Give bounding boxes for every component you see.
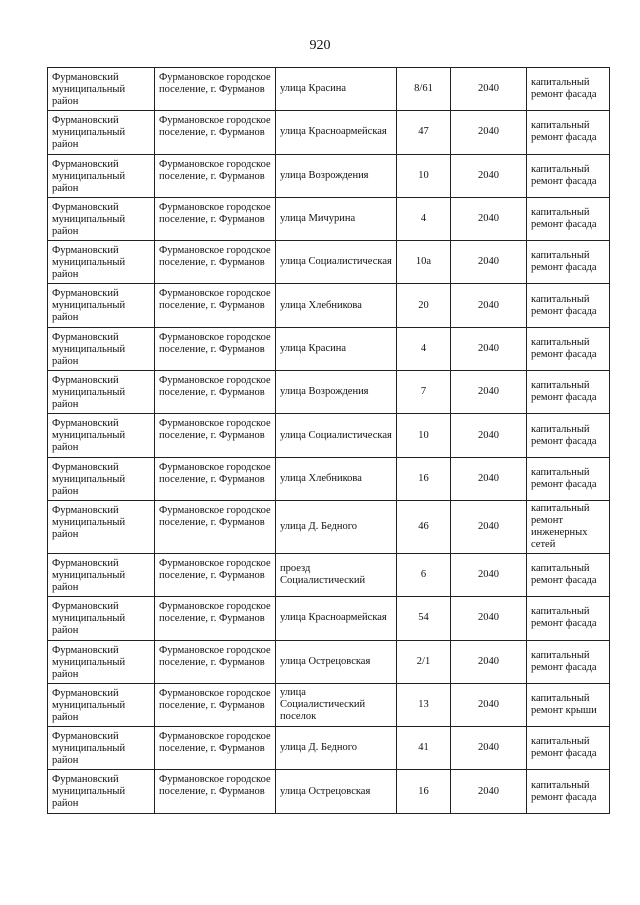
street-cell: улица Социалистическая: [276, 241, 397, 284]
page-number: 920: [309, 38, 331, 53]
street-cell: улица Мичурина: [276, 197, 397, 240]
street-cell: улица Возрождения: [276, 154, 397, 197]
street-cell: улица Острецовская: [276, 640, 397, 683]
district-cell: Фурмановский муниципальный район: [48, 727, 155, 770]
year-cell: 2040: [451, 68, 527, 111]
district-cell: Фурмановский муниципальный район: [48, 154, 155, 197]
table-row: [48, 241, 610, 284]
settlement-cell: Фурмановское городское поселение, г. Фурманов: [155, 68, 276, 111]
year-cell: 2040: [451, 597, 527, 640]
district-cell: Фурмановский муниципальный район: [48, 241, 155, 284]
district-cell: Фурмановский муниципальный район: [48, 371, 155, 414]
year-cell: 2040: [451, 770, 527, 813]
district-cell: Фурмановский муниципальный район: [48, 500, 155, 553]
street-cell: проезд Социалистический: [276, 553, 397, 596]
work-type-cell: капитальный ремонт фасада: [527, 68, 610, 111]
table-row: [48, 371, 610, 414]
work-type-cell: капитальный ремонт фасада: [527, 640, 610, 683]
work-type-cell: капитальный ремонт инженерных сетей: [527, 500, 610, 553]
year-cell: 2040: [451, 371, 527, 414]
street-cell: улица Красноармейская: [276, 597, 397, 640]
table-row: [48, 553, 610, 596]
work-type-cell: капитальный ремонт фасада: [527, 553, 610, 596]
settlement-cell: Фурмановское городское поселение, г. Фурманов: [155, 640, 276, 683]
district-cell: Фурмановский муниципальный район: [48, 597, 155, 640]
table-row: [48, 597, 610, 640]
district-cell: Фурмановский муниципальный район: [48, 284, 155, 327]
house-number-cell: 2/1: [397, 640, 451, 683]
house-number-cell: 4: [397, 197, 451, 240]
table-row: [48, 683, 610, 726]
house-number-cell: 16: [397, 457, 451, 500]
settlement-cell: Фурмановское городское поселение, г. Фурманов: [155, 457, 276, 500]
settlement-cell: Фурмановское городское поселение, г. Фурманов: [155, 770, 276, 813]
year-cell: 2040: [451, 414, 527, 457]
house-number-cell: 10: [397, 154, 451, 197]
settlement-cell: Фурмановское городское поселение, г. Фурманов: [155, 414, 276, 457]
table-row: [48, 154, 610, 197]
settlement-cell: Фурмановское городское поселение, г. Фурманов: [155, 111, 276, 154]
street-cell: улица Возрождения: [276, 371, 397, 414]
work-type-cell: капитальный ремонт фасада: [527, 241, 610, 284]
work-type-cell: капитальный ремонт фасада: [527, 727, 610, 770]
settlement-cell: Фурмановское городское поселение, г. Фурманов: [155, 241, 276, 284]
work-type-cell: капитальный ремонт фасада: [527, 154, 610, 197]
house-number-cell: 10: [397, 414, 451, 457]
year-cell: 2040: [451, 241, 527, 284]
street-cell: улица Красина: [276, 68, 397, 111]
work-type-cell: капитальный ремонт фасада: [527, 197, 610, 240]
street-cell: улица Красина: [276, 327, 397, 370]
street-cell: улица Хлебникова: [276, 284, 397, 327]
year-cell: 2040: [451, 683, 527, 726]
street-cell: улица Д. Бедного: [276, 500, 397, 553]
settlement-cell: Фурмановское городское поселение, г. Фурманов: [155, 727, 276, 770]
work-type-cell: капитальный ремонт фасада: [527, 111, 610, 154]
house-number-cell: 20: [397, 284, 451, 327]
year-cell: 2040: [451, 197, 527, 240]
house-number-cell: 4: [397, 327, 451, 370]
street-cell: улица Д. Бедного: [276, 727, 397, 770]
table-row: [48, 68, 610, 111]
settlement-cell: Фурмановское городское поселение, г. Фурманов: [155, 154, 276, 197]
year-cell: 2040: [451, 553, 527, 596]
house-number-cell: 7: [397, 371, 451, 414]
table-row: [48, 500, 610, 553]
year-cell: 2040: [451, 327, 527, 370]
street-cell: улица Хлебникова: [276, 457, 397, 500]
house-number-cell: 8/61: [397, 68, 451, 111]
year-cell: 2040: [451, 154, 527, 197]
house-number-cell: 46: [397, 500, 451, 553]
work-type-cell: капитальный ремонт фасада: [527, 327, 610, 370]
year-cell: 2040: [451, 727, 527, 770]
work-type-cell: капитальный ремонт фасада: [527, 371, 610, 414]
table-row: [48, 414, 610, 457]
house-number-cell: 54: [397, 597, 451, 640]
house-number-cell: 6: [397, 553, 451, 596]
work-type-cell: капитальный ремонт фасада: [527, 597, 610, 640]
housing-repair-table: [47, 67, 610, 814]
table-row: [48, 284, 610, 327]
district-cell: Фурмановский муниципальный район: [48, 68, 155, 111]
settlement-cell: Фурмановское городское поселение, г. Фурманов: [155, 500, 276, 553]
table-row: [48, 640, 610, 683]
district-cell: Фурмановский муниципальный район: [48, 553, 155, 596]
work-type-cell: капитальный ремонт крыши: [527, 683, 610, 726]
street-cell: улица Социалистический поселок: [276, 683, 397, 726]
table-row: [48, 327, 610, 370]
work-type-cell: капитальный ремонт фасада: [527, 284, 610, 327]
district-cell: Фурмановский муниципальный район: [48, 197, 155, 240]
district-cell: Фурмановский муниципальный район: [48, 414, 155, 457]
settlement-cell: Фурмановское городское поселение, г. Фурманов: [155, 371, 276, 414]
house-number-cell: 13: [397, 683, 451, 726]
settlement-cell: Фурмановское городское поселение, г. Фурманов: [155, 327, 276, 370]
work-type-cell: капитальный ремонт фасада: [527, 770, 610, 813]
street-cell: улица Социалистическая: [276, 414, 397, 457]
district-cell: Фурмановский муниципальный район: [48, 640, 155, 683]
district-cell: Фурмановский муниципальный район: [48, 683, 155, 726]
work-type-cell: капитальный ремонт фасада: [527, 414, 610, 457]
district-cell: Фурмановский муниципальный район: [48, 111, 155, 154]
house-number-cell: 41: [397, 727, 451, 770]
house-number-cell: 10а: [397, 241, 451, 284]
year-cell: 2040: [451, 284, 527, 327]
house-number-cell: 16: [397, 770, 451, 813]
settlement-cell: Фурмановское городское поселение, г. Фурманов: [155, 284, 276, 327]
district-cell: Фурмановский муниципальный район: [48, 770, 155, 813]
street-cell: улица Красноармейская: [276, 111, 397, 154]
table-row: [48, 197, 610, 240]
settlement-cell: Фурмановское городское поселение, г. Фурманов: [155, 597, 276, 640]
year-cell: 2040: [451, 457, 527, 500]
work-type-cell: капитальный ремонт фасада: [527, 457, 610, 500]
table-row: [48, 457, 610, 500]
house-number-cell: 47: [397, 111, 451, 154]
year-cell: 2040: [451, 500, 527, 553]
district-cell: Фурмановский муниципальный район: [48, 327, 155, 370]
table-row: [48, 770, 610, 813]
year-cell: 2040: [451, 111, 527, 154]
district-cell: Фурмановский муниципальный район: [48, 457, 155, 500]
table-row: [48, 727, 610, 770]
settlement-cell: Фурмановское городское поселение, г. Фурманов: [155, 553, 276, 596]
settlement-cell: Фурмановское городское поселение, г. Фурманов: [155, 197, 276, 240]
settlement-cell: Фурмановское городское поселение, г. Фурманов: [155, 683, 276, 726]
table-row: [48, 111, 610, 154]
year-cell: 2040: [451, 640, 527, 683]
street-cell: улица Острецовская: [276, 770, 397, 813]
